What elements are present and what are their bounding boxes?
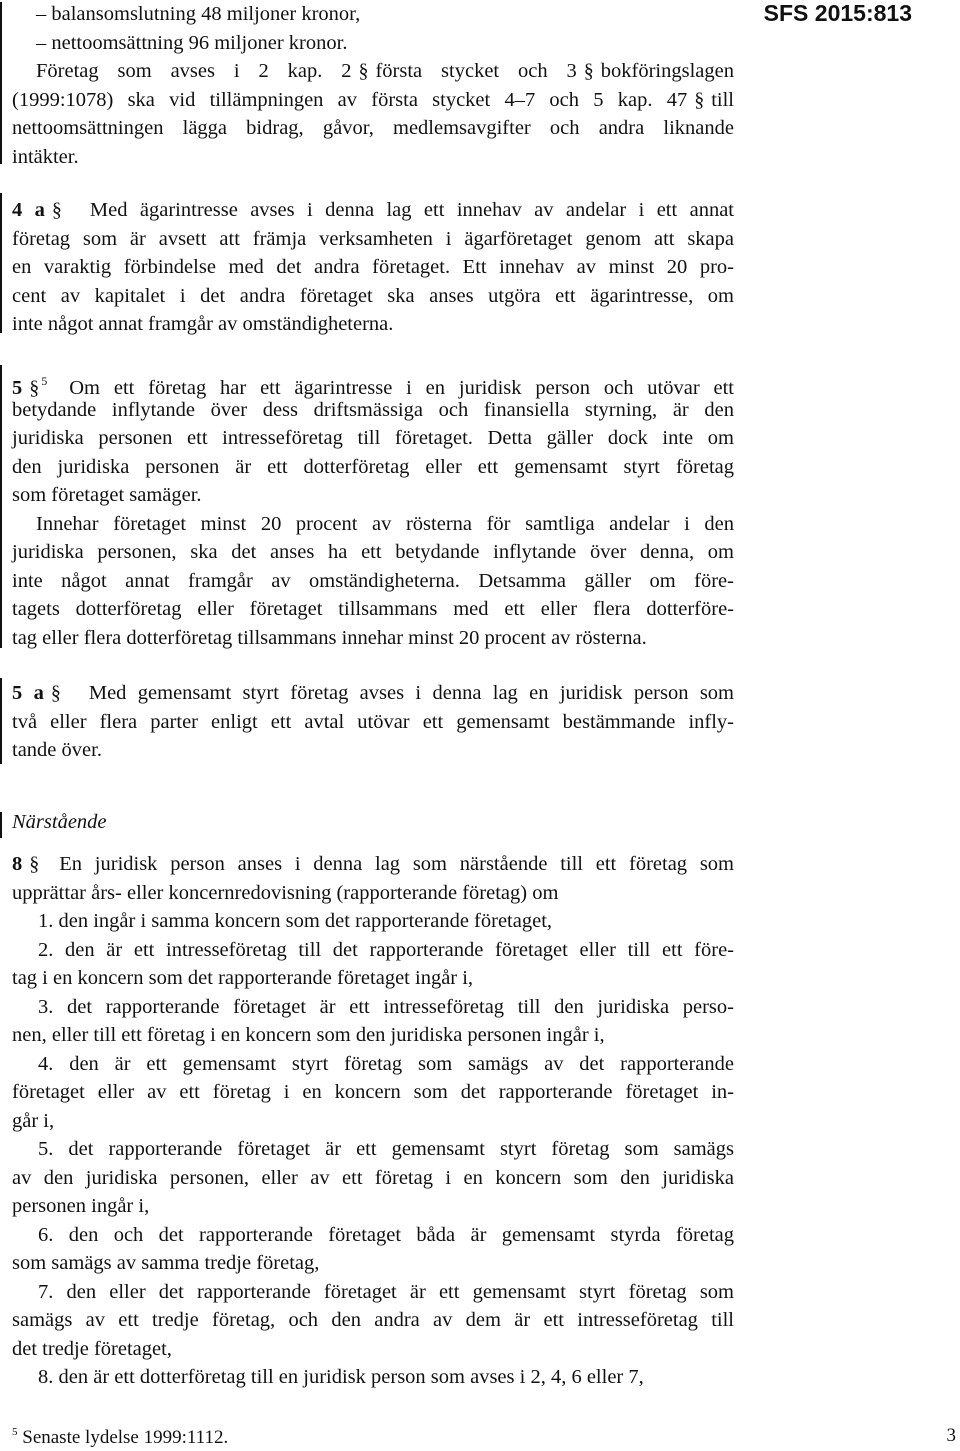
section-number: 5 a [12,682,44,704]
list-item: det tredje företaget, [12,1337,172,1360]
paragraph-line: betydande inflytande över dess driftsmässiga och finansiella styrning, är den [12,398,734,421]
list-item: 8. den är ett dotterföretag till en juridisk person som avses i 2, 4, 6 eller 7, [38,1366,644,1388]
list-item: 3. det rapporterande företaget är ett intresseföretag till den juridiska perso- [38,995,734,1018]
paragraph-line: 5 § $^5$ Om ett företag har ett ägarintresse i en juridisk person och utövar ett [12,374,734,399]
paragraph-line: företag som är avsett att främja verksamheten i ägarföretaget genom att skapa [12,227,734,250]
list-item: tag i en koncern som det rapporterande företaget ingår i, [12,967,474,989]
footnote-number: 5 [12,1426,18,1438]
list-item: 4. den är ett gemensamt styrt företag som samägs av det rapporterande [38,1052,734,1075]
paragraph-line: inte något annat framgår av omständigheterna. Detsamma gäller om före- [12,569,734,592]
section-8 [12,850,734,1392]
paragraph-line: 4 a § Med ägarintresse avses i denna lag ett innehav av andelar i ett annat [12,199,735,221]
list-item: 1. den ingår i samma koncern som det rapporterande företaget, [38,910,553,932]
paragraph-line: intäkter. [12,145,79,168]
section-number: 5 [12,377,23,399]
list-item: personen ingår i, [12,1195,150,1217]
footnote-reference: 5 [41,374,48,388]
paragraph-line: (1999:1078) ska vid tillämpningen av första stycket 4–7 och 5 kap. 47 § till [12,88,734,111]
section-4a [12,196,734,339]
paragraph-line: juridiska personen, ska det anses ha ett betydande inflytande över denna, om [12,541,734,563]
list-item: av den juridiska personen, eller av ett företag i en koncern som den juridiska [12,1166,734,1189]
section-5 [12,367,734,652]
section-5a [12,679,734,765]
paragraph-line: Innehar företaget minst 20 procent av rösterna för samtliga andelar i den [36,512,734,535]
list-item: företaget eller av ett företag i en koncern som det rapporterande företaget in- [12,1081,734,1103]
change-bar [0,193,2,333]
list-item: nen, eller till ett företag i en koncern som den juridiska personen ingår i, [12,1024,605,1046]
paragraph-line: Företag som avses i 2 kap. 2 § första stycket och 3 § bokföringslagen [36,60,734,82]
change-bar [0,365,2,648]
paragraph-line: en varaktig förbindelse med det andra företaget. Ett innehav av minst 20 pro- [12,256,734,278]
paragraph-line: upprättar års- eller koncernredovisning (rapporterande företag) om [12,881,559,904]
paragraph-line: inte något annat framgår av omständigheterna. [12,313,394,335]
paragraph-line: juridiska personen ett intresseföretag till företaget. Detta gäller dock inte om [12,427,734,449]
paragraph-line: två eller flera parter enligt ett avtal utövar ett gemensamt bestämmande infly- [12,710,734,733]
list-item: 2. den är ett intresseföretag till det rapporterande företaget eller till ett före- [38,938,734,961]
section-heading [12,808,734,837]
section-number: 8 [12,853,23,875]
paragraph-line: 5 a § Med gemensamt styrt företag avses i denna lag en juridisk person som [12,682,735,704]
list-item: samägs av ett tredje företag, och den andra av dem är ett intresseföretag till [12,1309,734,1331]
list-item: som samägs av samma tredje företag, [12,1252,320,1274]
paragraph-line: som företaget samäger. [12,484,202,506]
section-number: 4 a [12,199,45,221]
paragraph-line: den juridiska personen är ett dotterföretag eller ett gemensamt styrt företag [12,455,734,478]
footnote-text: Senaste lydelse 1999:1112. [22,1427,229,1448]
change-bar [0,2,2,164]
list-item: 6. den och det rapporterande företaget båda är gemensamt styrda företag [38,1223,734,1246]
list-item: – balansomslutning 48 miljoner kronor, [36,3,361,25]
list-item: 5. det rapporterande företaget är ett gemensamt styrt företag som samägs [38,1138,734,1160]
sfs-number: SFS 2015:813 [763,0,912,26]
paragraph-line: cent av kapitalet i det andra företaget ska anses utgöra ett ägarintresse, om [12,284,734,307]
paragraph-line: tagets dotterföretag eller företaget tillsammans med ett eller flera dotterföre- [12,598,734,620]
paragraph-line: tande över. [12,739,102,761]
intro-block [12,0,734,171]
list-item: – nettoomsättning 96 miljoner kronor. [36,31,348,54]
change-bar [0,678,2,764]
footnote [12,1419,228,1451]
paragraph-line: tag eller flera dotterföretag tillsammans innehar minst 20 procent av rösterna. [12,626,647,649]
paragraph-line: 8 § En juridisk person anses i denna lag som närstående till ett företag som [12,853,734,875]
list-item: 7. den eller det rapporterande företaget är ett gemensamt styrt företag som [38,1280,734,1303]
paragraph-line: nettoomsättningen lägga bidrag, gåvor, medlemsavgifter och andra liknande [12,117,734,139]
heading-narstaende: Närstående [12,811,107,833]
change-bar [0,812,2,838]
page-number: 3 [946,1425,956,1446]
list-item: går i, [12,1109,55,1132]
